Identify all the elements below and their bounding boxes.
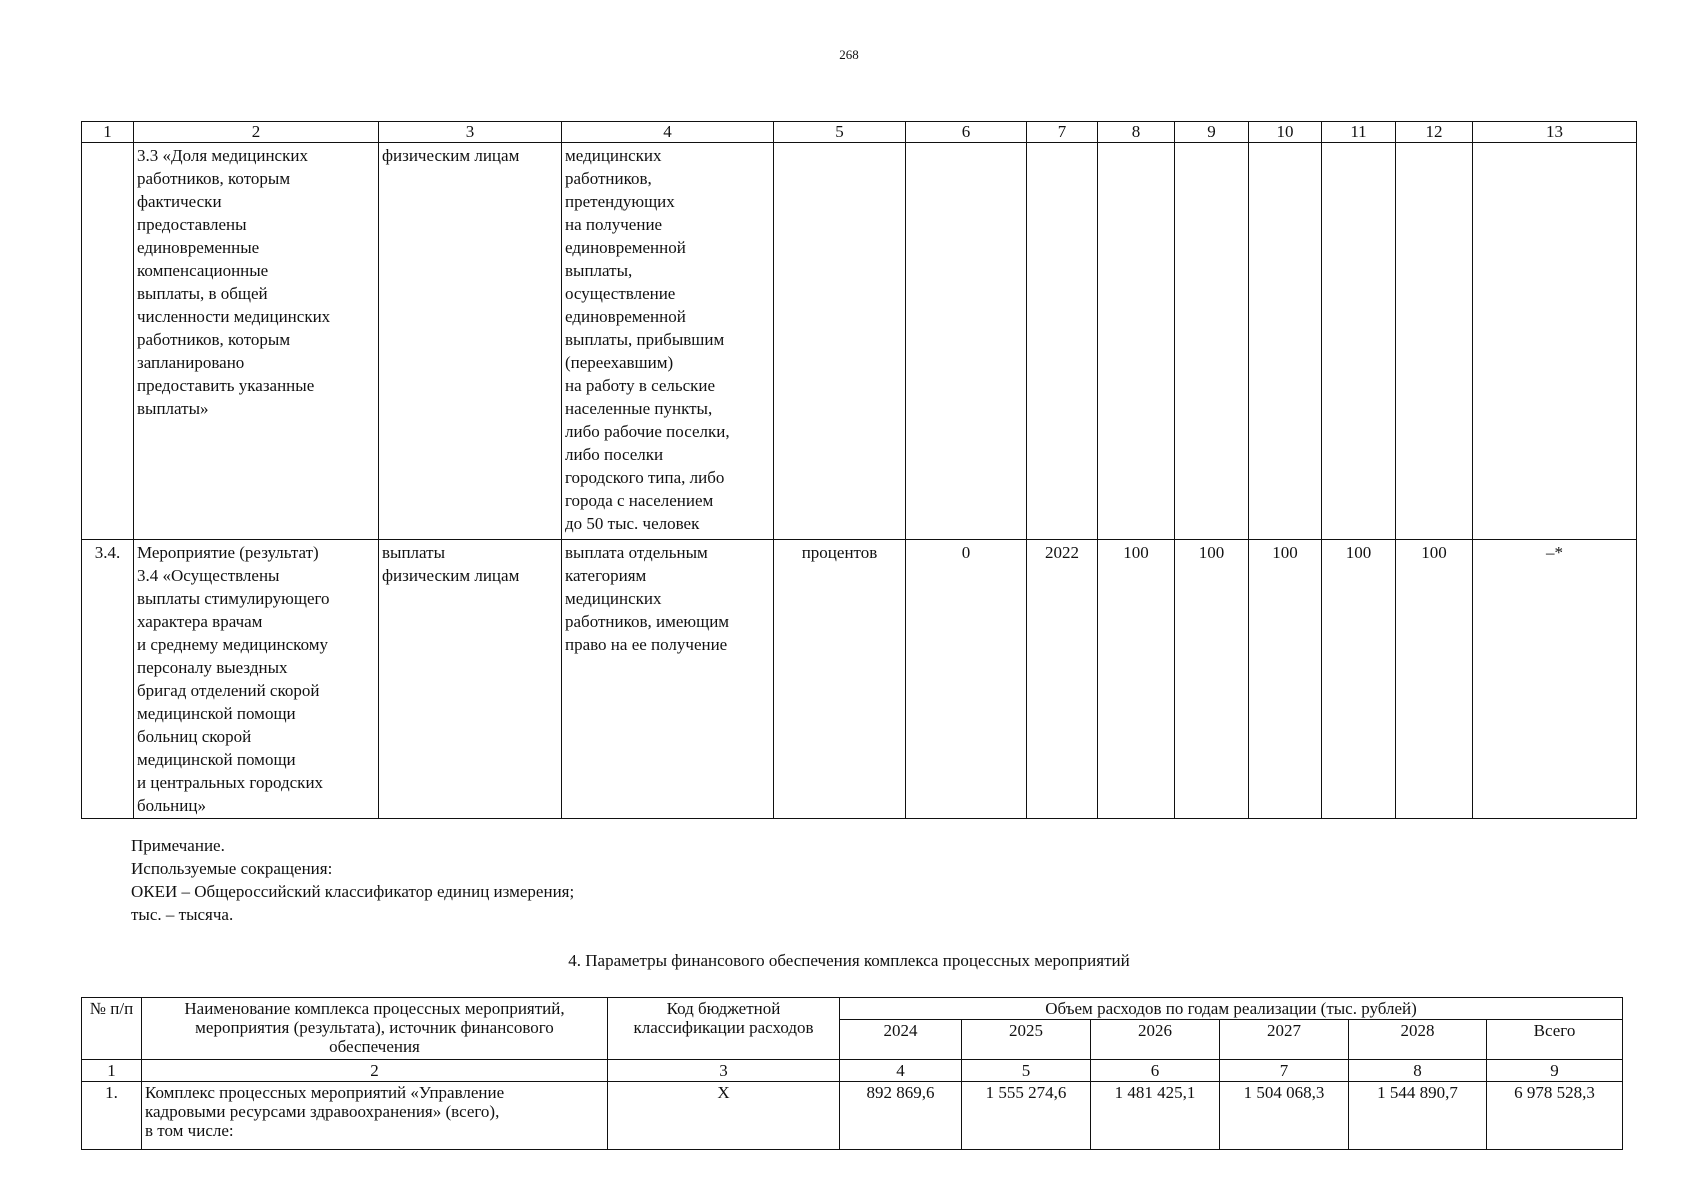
budget-code-cell: Х xyxy=(608,1082,840,1150)
year-header: 2024 xyxy=(840,1020,962,1060)
amount-2024-cell: 892 869,6 xyxy=(840,1082,962,1150)
total-header: Всего xyxy=(1487,1020,1623,1060)
text-line: выплаты xyxy=(382,543,445,562)
column-number: 5 xyxy=(774,122,906,143)
text-line: компенсационные xyxy=(137,261,269,280)
unit-cell: процентов xyxy=(774,540,906,819)
base-year-cell: 2022 xyxy=(1027,540,1098,819)
text-line: 3.3 «Доля медицинских xyxy=(137,146,308,165)
text-line: работников, которым xyxy=(137,169,291,188)
text-line: физическим лицам xyxy=(382,566,520,585)
section-title: 4. Параметры финансового обеспечения комплекса процессных мероприятий xyxy=(568,951,1130,970)
column-number: 9 xyxy=(1487,1060,1623,1082)
text-line: единовременной xyxy=(565,307,686,326)
text-line: 3.4 «Осуществлены xyxy=(137,566,280,585)
footnote-line: ОКЕИ – Общероссийский классификатор единиц измерения; xyxy=(131,882,575,901)
text-line: персоналу выездных xyxy=(137,658,288,677)
footnote-title: Примечание. xyxy=(131,836,225,855)
header-row xyxy=(82,998,1623,1020)
value-2025-cell: 100 xyxy=(1175,540,1249,819)
text-line: больниц скорой xyxy=(137,727,252,746)
value-2027-cell xyxy=(1322,143,1396,540)
text-line: и среднему медицинскому xyxy=(137,635,329,654)
text-line: бригад отделений скорой xyxy=(137,681,320,700)
text-line: запланировано xyxy=(137,353,245,372)
value-2024-cell xyxy=(1098,143,1175,540)
text-line: городского типа, либо xyxy=(565,468,725,487)
col-name-header xyxy=(142,998,608,1060)
column-number: 8 xyxy=(1098,122,1175,143)
value-2026-cell xyxy=(1249,143,1322,540)
base-year-cell xyxy=(1027,143,1098,540)
text-line: Мероприятие (результат) xyxy=(137,543,319,562)
column-number: 3 xyxy=(379,122,562,143)
text-line: на получение xyxy=(565,215,663,234)
col-code-header xyxy=(608,998,840,1060)
column-number: 12 xyxy=(1396,122,1473,143)
column-number: 1 xyxy=(82,1060,142,1082)
description-cell xyxy=(562,540,774,819)
column-number: 2 xyxy=(142,1060,608,1082)
amount-2027-cell: 1 504 068,3 xyxy=(1220,1082,1349,1150)
text-line: работников, которым xyxy=(137,330,291,349)
year-header: 2028 xyxy=(1349,1020,1487,1060)
text-line: осуществление xyxy=(565,284,676,303)
column-number: 8 xyxy=(1349,1060,1487,1082)
amount-2026-cell: 1 481 425,1 xyxy=(1091,1082,1220,1150)
column-number: 6 xyxy=(906,122,1027,143)
text-line: медицинских xyxy=(565,146,662,165)
text-line: обеспечения xyxy=(329,1037,420,1056)
row-number-cell: 1. xyxy=(82,1082,142,1150)
text-line: единовременные xyxy=(137,238,260,257)
column-numbers-row xyxy=(82,1060,1623,1082)
text-line: работников, имеющим xyxy=(565,612,730,631)
description-cell xyxy=(562,143,774,540)
text-line: в том числе: xyxy=(145,1121,234,1140)
unit-cell xyxy=(774,143,906,540)
row-number-cell xyxy=(82,143,134,540)
footnote-line: Используемые сокращения: xyxy=(131,859,333,878)
column-number: 4 xyxy=(562,122,774,143)
column-number: 10 xyxy=(1249,122,1322,143)
base-value-cell xyxy=(906,143,1027,540)
text-line: либо рабочие поселки, xyxy=(565,422,730,441)
text-line: классификации расходов xyxy=(633,1018,814,1037)
text-line: фактически xyxy=(137,192,222,211)
column-13-cell: –* xyxy=(1473,540,1637,819)
text-line: больниц» xyxy=(137,796,206,815)
text-line: выплаты, xyxy=(565,261,633,280)
table-row xyxy=(82,1082,1623,1150)
year-header: 2025 xyxy=(962,1020,1091,1060)
value-2024-cell: 100 xyxy=(1098,540,1175,819)
text-line: до 50 тыс. человек xyxy=(565,514,700,533)
column-number: 1 xyxy=(82,122,134,143)
text-line: либо поселки xyxy=(565,445,664,464)
column-13-cell xyxy=(1473,143,1637,540)
text-line: численности медицинских xyxy=(137,307,331,326)
complex-name-cell xyxy=(142,1082,608,1150)
text-line: единовременной xyxy=(565,238,686,257)
footnote xyxy=(131,834,574,926)
type-cell xyxy=(379,143,562,540)
text-line: выплата отдельным xyxy=(565,543,708,562)
column-number: 7 xyxy=(1220,1060,1349,1082)
column-number: 5 xyxy=(962,1060,1091,1082)
table-row xyxy=(82,540,1637,819)
column-number: 7 xyxy=(1027,122,1098,143)
text-line: медицинской помощи xyxy=(137,750,296,769)
page-number: 268 xyxy=(839,47,859,62)
indicator-name-cell xyxy=(134,540,379,819)
text-line: выплаты стимулирующего xyxy=(137,589,330,608)
text-line: Наименование комплекса процессных мероприятий, xyxy=(184,999,565,1018)
text-line: Код бюджетной xyxy=(666,999,781,1018)
year-header: 2026 xyxy=(1091,1020,1220,1060)
amount-2028-cell: 1 544 890,7 xyxy=(1349,1082,1487,1150)
value-2028-cell: 100 xyxy=(1396,540,1473,819)
value-2027-cell: 100 xyxy=(1322,540,1396,819)
indicators-table xyxy=(81,121,1637,819)
text-line: физическим лицам xyxy=(382,146,520,165)
text-line: (переехавшим) xyxy=(565,353,674,372)
text-line: города с населением xyxy=(565,491,714,510)
text-line: мероприятия (результата), источник финансового xyxy=(195,1018,554,1037)
type-cell xyxy=(379,540,562,819)
text-line: медицинской помощи xyxy=(137,704,296,723)
year-header: 2027 xyxy=(1220,1020,1349,1060)
column-number: 2 xyxy=(134,122,379,143)
row-number-cell: 3.4. xyxy=(82,540,134,819)
text-line: претендующих xyxy=(565,192,675,211)
column-numbers-row xyxy=(82,122,1637,143)
column-number: 9 xyxy=(1175,122,1249,143)
table-row xyxy=(82,143,1637,540)
text-line: выплаты, прибывшим xyxy=(565,330,725,349)
text-line: выплаты» xyxy=(137,399,209,418)
indicator-name-cell xyxy=(134,143,379,540)
column-number: 11 xyxy=(1322,122,1396,143)
text-line: на работу в сельские xyxy=(565,376,716,395)
text-line: Комплекс процессных мероприятий «Управление xyxy=(145,1083,505,1102)
text-line: характера врачам xyxy=(137,612,263,631)
footnote-line: тыс. – тысяча. xyxy=(131,905,234,924)
text-line: работников, xyxy=(565,169,652,188)
text-line: право на ее получение xyxy=(565,635,728,654)
col-no-header: № п/п xyxy=(82,998,142,1060)
amount-total-cell: 6 978 528,3 xyxy=(1487,1082,1623,1150)
text-line: кадровыми ресурсами здравоохранения» (всего), xyxy=(145,1102,500,1121)
text-line: предоставлены xyxy=(137,215,247,234)
column-number: 13 xyxy=(1473,122,1637,143)
text-line: и центральных городских xyxy=(137,773,324,792)
text-line: выплаты, в общей xyxy=(137,284,268,303)
column-number: 3 xyxy=(608,1060,840,1082)
value-2028-cell xyxy=(1396,143,1473,540)
text-line: населенные пункты, xyxy=(565,399,713,418)
value-2026-cell: 100 xyxy=(1249,540,1322,819)
financing-table xyxy=(81,997,1623,1150)
text-line: предоставить указанные xyxy=(137,376,315,395)
text-line: медицинских xyxy=(565,589,662,608)
value-2025-cell xyxy=(1175,143,1249,540)
amount-2025-cell: 1 555 274,6 xyxy=(962,1082,1091,1150)
column-number: 4 xyxy=(840,1060,962,1082)
base-value-cell: 0 xyxy=(906,540,1027,819)
column-number: 6 xyxy=(1091,1060,1220,1082)
text-line: категориям xyxy=(565,566,647,585)
col-volume-header: Объем расходов по годам реализации (тыс. рублей) xyxy=(840,998,1623,1020)
